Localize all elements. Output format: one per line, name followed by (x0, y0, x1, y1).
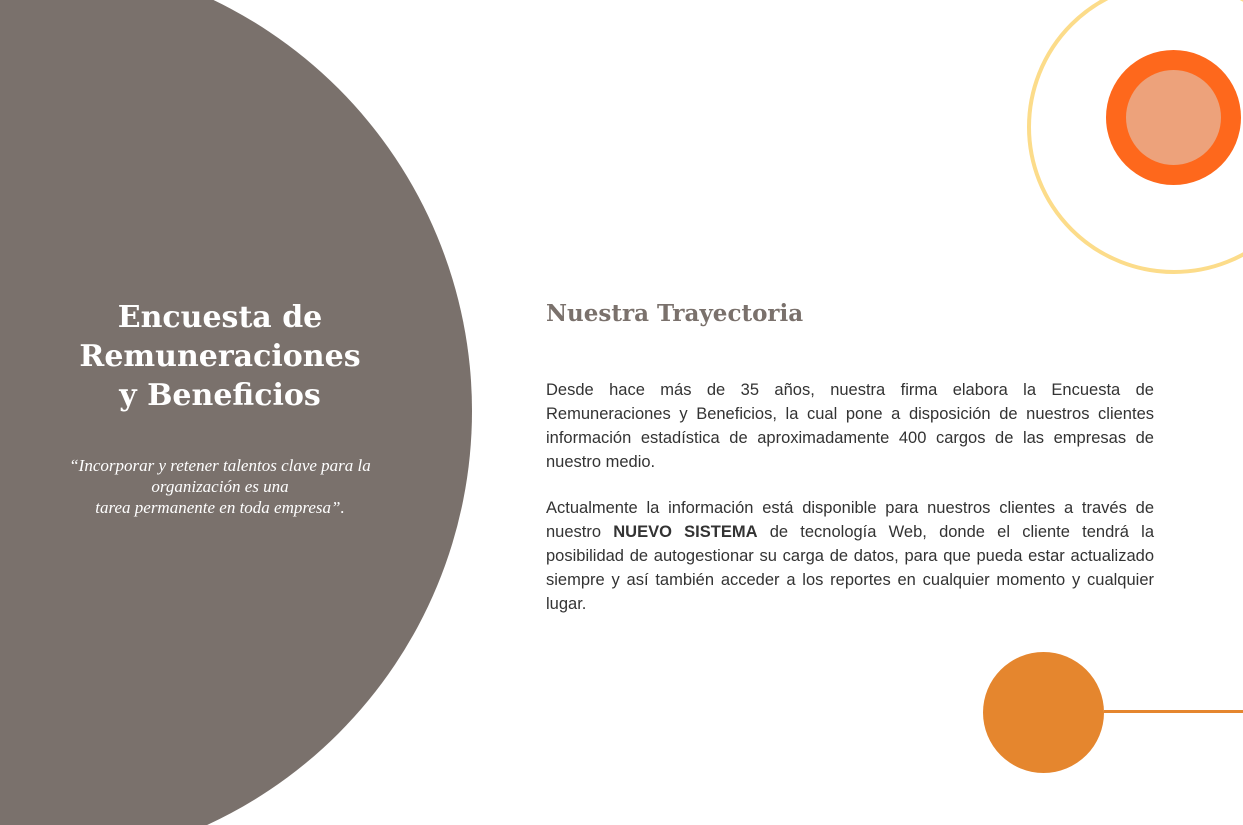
amber-line-decoration (1104, 710, 1243, 713)
amber-circle-decoration (983, 652, 1104, 773)
trayectoria-paragraph-2 (546, 496, 1154, 616)
peach-circle-decoration (1126, 70, 1221, 165)
nuevo-sistema-highlight: NUEVO SISTEMA (613, 523, 758, 541)
trayectoria-paragraph-1: Desde hace más de 35 años, nuestra firma elabora la Encuesta de Remuneraciones y Beneficios, la cual pone a disposición de nuestros clientes información estadística de aproximadamente 400 cargos de las empresas de nuestro medio. (546, 381, 1154, 471)
paragraph-text: Actualmente la información está disponible para nuestros clientes a través de nuestro (546, 499, 1154, 541)
hero-quote-line: tarea permanente en toda empresa”. (95, 498, 345, 517)
hero-title-line: Remuneraciones (79, 339, 361, 374)
hero-title-line: y Beneficios (119, 378, 321, 413)
paragraph-text: de tecnología Web, donde el cliente tendrá la posibilidad de autogestionar su carga de datos, para que pueda estar actualizado siempre y así también acceder a los reportes en cualquier momento y cualquier lugar. (546, 523, 1154, 613)
hero-quote-line: “Incorporar y retener talentos clave para la (69, 456, 371, 475)
hero-quote-line: organización es una (151, 477, 289, 496)
hero-quote (20, 455, 420, 518)
hero-title (40, 298, 400, 415)
section-title: Nuestra Trayectoria (546, 300, 804, 327)
hero-title-line: Encuesta de (117, 300, 323, 335)
